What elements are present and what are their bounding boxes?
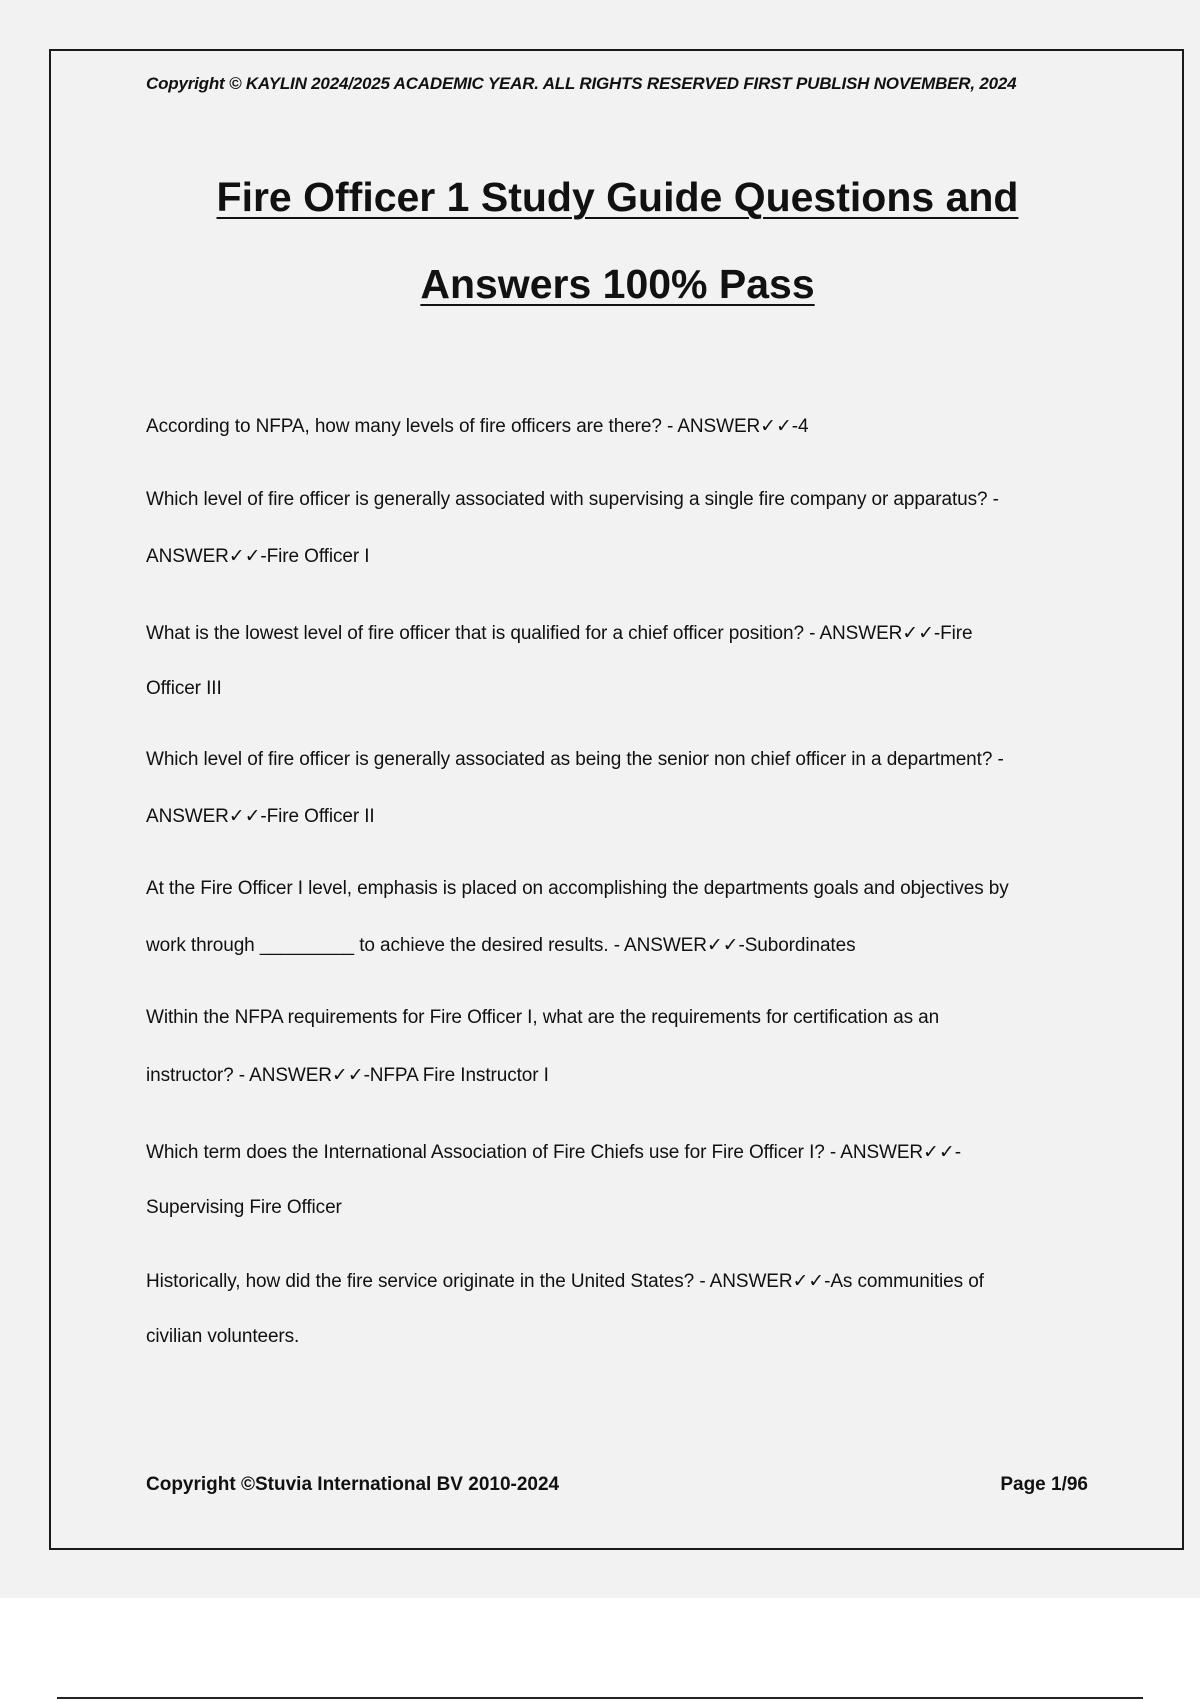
qa-item-7-line-2: Supervising Fire Officer xyxy=(146,1197,342,1218)
qa-item-8-line-2: civilian volunteers. xyxy=(146,1326,300,1347)
qa-item-2-line-1: Which level of fire officer is generally associated with supervising a single fire company or apparatus? - xyxy=(146,489,999,510)
qa-item-6-line-1: Within the NFPA requirements for Fire Officer I, what are the requirements for certification as an xyxy=(146,1007,940,1028)
qa-item-5-line-2: work through _________ to achieve the desired results. - ANSWER✓✓-Subordinates xyxy=(146,935,856,956)
next-page-top-rule xyxy=(57,1697,1143,1699)
qa-item-6-line-2: instructor? - ANSWER✓✓-NFPA Fire Instructor I xyxy=(146,1065,549,1086)
qa-item-7-line-1: Which term does the International Association of Fire Chiefs use for Fire Officer I? - ANSWER✓✓- xyxy=(146,1142,961,1163)
document-title-line-2: Answers 100% Pass xyxy=(420,261,815,307)
document-title-line-1: Fire Officer 1 Study Guide Questions and xyxy=(216,174,1019,220)
qa-item-8-line-1: Historically, how did the fire service originate in the United States? - ANSWER✓✓-As communities of xyxy=(146,1271,984,1292)
qa-item-5-line-1: At the Fire Officer I level, emphasis is placed on accomplishing the departments goals and objectives by xyxy=(146,878,1009,899)
qa-item-3-line-2: Officer III xyxy=(146,678,222,699)
header-copyright: Copyright © KAYLIN 2024/2025 ACADEMIC YEAR. ALL RIGHTS RESERVED FIRST PUBLISH NOVEMBER, 2024 xyxy=(146,74,1017,93)
qa-item-2-line-2: ANSWER✓✓-Fire Officer I xyxy=(146,546,370,567)
qa-item-4-line-1: Which level of fire officer is generally associated as being the senior non chief officer in a department? - xyxy=(146,749,1004,770)
qa-item-3-line-1: What is the lowest level of fire officer that is qualified for a chief officer position? - ANSWER✓✓-Fire xyxy=(146,623,973,644)
qa-item-4-line-2: ANSWER✓✓-Fire Officer II xyxy=(146,806,375,827)
page-number: Page 1/96 xyxy=(1000,1474,1088,1495)
qa-item-1-line-1: According to NFPA, how many levels of fire officers are there? - ANSWER✓✓-4 xyxy=(146,416,809,437)
footer-copyright: Copyright ©Stuvia International BV 2010-2024 xyxy=(146,1474,560,1495)
